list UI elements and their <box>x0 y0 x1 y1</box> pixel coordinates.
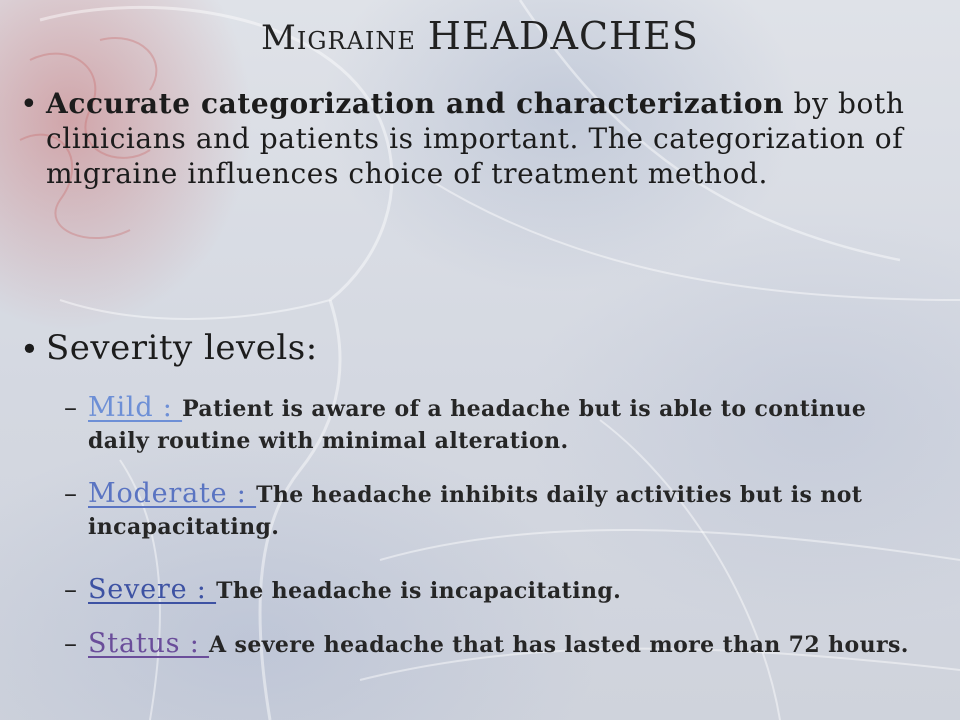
title-part-caps: HEADACHES <box>427 14 699 58</box>
severity-term-link[interactable]: Moderate : <box>88 478 257 509</box>
bullet-categorization <box>20 86 920 191</box>
slide-title <box>0 14 960 58</box>
bullet-heading: Severity levels: <box>46 328 318 368</box>
dash-icon: – <box>64 575 77 605</box>
severity-item-status <box>64 628 934 661</box>
severity-text <box>88 574 934 607</box>
severity-term-link[interactable]: Severe : <box>88 574 217 605</box>
dash-icon: – <box>64 629 77 659</box>
severity-text <box>88 628 934 661</box>
title-part-small-caps: Migraine <box>261 18 416 58</box>
severity-item-mild <box>64 392 934 457</box>
severity-term-link[interactable]: Mild : <box>88 392 183 423</box>
severity-text <box>88 392 934 457</box>
bullet-severity-levels <box>20 326 920 370</box>
dash-icon: – <box>64 479 77 509</box>
severity-item-moderate <box>64 478 934 543</box>
severity-description: A severe headache that has lasted more than 72 hours. <box>209 632 909 658</box>
bullet-body-text: by both clinicians and patients is important. The categorization of migraine influences choice of treatment method. <box>46 87 905 190</box>
bullet-text <box>46 86 920 191</box>
severity-description: Patient is aware of a headache but is able to continue daily routine with minimal alteration. <box>88 396 867 454</box>
severity-term-link[interactable]: Status : <box>88 628 210 659</box>
severity-text <box>88 478 934 543</box>
severity-item-severe <box>64 574 934 607</box>
bullet-dot-icon: • <box>20 87 38 122</box>
severity-description: The headache inhibits daily activities but is not incapacitating. <box>88 482 863 540</box>
bullet-bold-text: Accurate categorization and characterization <box>46 87 785 120</box>
severity-description: The headache is incapacitating. <box>216 578 622 604</box>
dash-icon: – <box>64 393 77 423</box>
bullet-dot-icon: • <box>20 330 39 368</box>
